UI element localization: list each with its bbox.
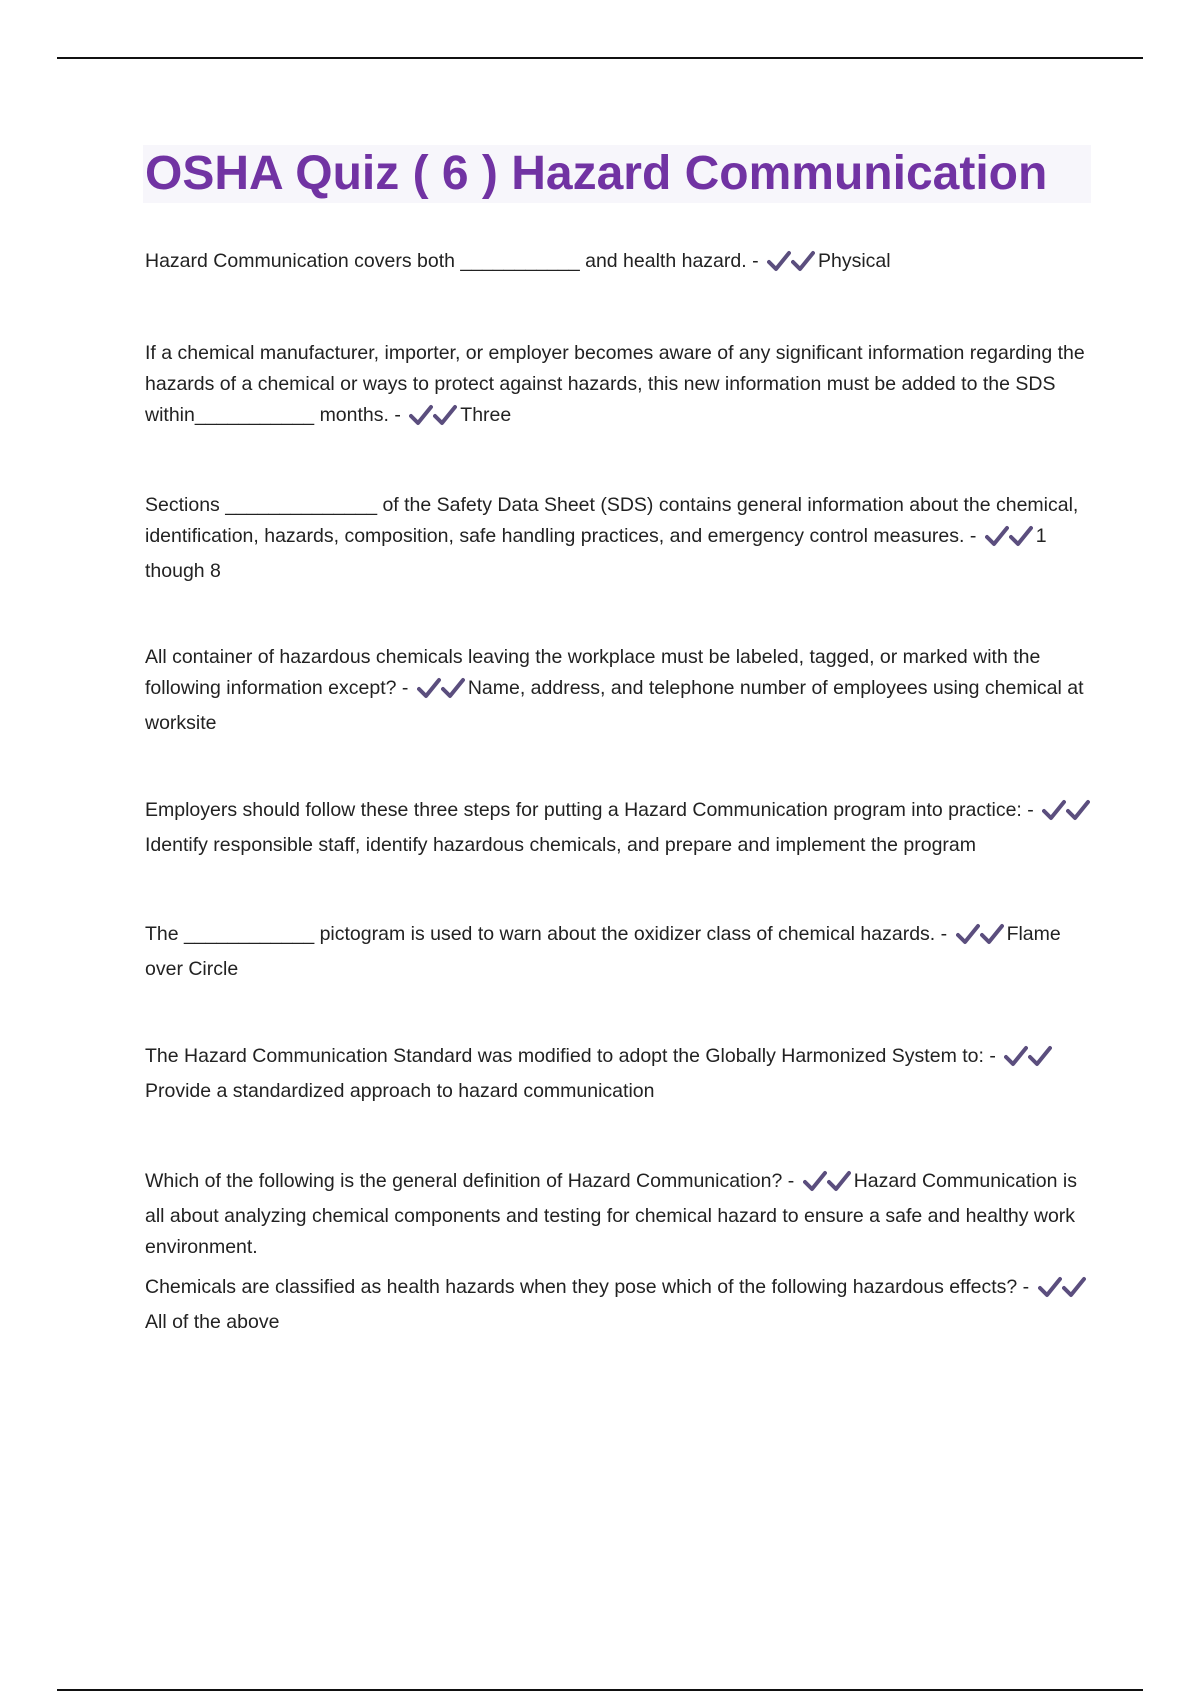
separator: - — [388, 404, 407, 426]
check-icon — [767, 250, 791, 272]
qa-item-9 — [145, 1272, 1095, 1338]
check-icon — [1009, 525, 1033, 547]
answer-text: Name, address, and telephone number of employees using chemical at worksite — [145, 677, 1084, 734]
check-icons — [1038, 1276, 1086, 1307]
qa-item-2 — [145, 338, 1095, 435]
answer-text: Physical — [818, 250, 891, 272]
check-icon — [1042, 799, 1066, 821]
check-icon — [1066, 799, 1090, 821]
question-text: Sections ______________ of the Safety Data Sheet (SDS) contains general information about the chemical, identification, hazards, composition, safe handling practices, and emergency control measures. — [145, 494, 1079, 547]
question-text: Employers should follow these three steps for putting a Hazard Communication program into practice: — [145, 799, 1022, 821]
separator: - — [396, 677, 414, 699]
check-icon — [1004, 1045, 1028, 1067]
answer-text: Hazard Communication is all about analyzing chemical components and testing for chemical hazard to ensure a safe and healthy work environment. — [145, 1170, 1077, 1258]
check-icons — [956, 923, 1004, 954]
check-icons — [417, 677, 465, 708]
separator: - — [935, 923, 953, 945]
question-text: The Hazard Communication Standard was modified to adopt the Globally Harmonized System to: — [145, 1045, 984, 1067]
qa-item-7 — [145, 1041, 1095, 1107]
qa-item-5 — [145, 795, 1095, 861]
qa-item-8 — [145, 1166, 1095, 1263]
title-banner — [143, 145, 1091, 203]
check-icon — [441, 677, 465, 699]
question-text: The ____________ pictogram is used to warn about the oxidizer class of chemical hazards. — [145, 923, 936, 945]
check-icons — [1042, 799, 1090, 830]
question-text: All container of hazardous chemicals leaving the workplace must be labeled, tagged, or marked with the following information except? — [145, 646, 1041, 699]
check-icon — [409, 404, 433, 426]
check-icon — [803, 1170, 827, 1192]
question-text: If a chemical manufacturer, importer, or employer becomes aware of any significant information regarding the hazards of a chemical or ways to protect against hazards, this new information must be added to the SDS within___________ months. — [145, 342, 1085, 426]
separator: - — [746, 250, 764, 272]
separator: - — [1021, 799, 1040, 821]
check-icons — [803, 1170, 851, 1201]
page-title: OSHA Quiz ( 6 ) Hazard Communication — [145, 147, 1048, 200]
check-icons — [1004, 1045, 1052, 1076]
check-icons — [985, 525, 1033, 556]
check-icon — [980, 923, 1004, 945]
answer-text: Identify responsible staff, identify hazardous chemicals, and prepare and implement the program — [145, 834, 977, 856]
qa-item-6 — [145, 919, 1095, 985]
qa-item-3 — [145, 490, 1095, 587]
check-icon — [985, 525, 1009, 547]
answer-text: Provide a standardized approach to hazard communication — [145, 1080, 655, 1102]
check-icon — [1028, 1045, 1052, 1067]
separator: - — [782, 1170, 800, 1192]
qa-item-4 — [145, 642, 1095, 739]
check-icon — [827, 1170, 851, 1192]
check-icons — [409, 404, 457, 435]
check-icon — [1062, 1276, 1086, 1298]
check-icon — [417, 677, 441, 699]
check-icon — [1038, 1276, 1062, 1298]
header-rule — [57, 57, 1143, 59]
check-icon — [433, 404, 457, 426]
answer-text: 1 though 8 — [145, 525, 1047, 582]
check-icons — [767, 250, 815, 281]
question-text: Which of the following is the general definition of Hazard Communication? — [145, 1170, 783, 1192]
question-text: Hazard Communication covers both ___________ and health hazard. — [145, 250, 747, 272]
answer-text: Flame over Circle — [145, 923, 1061, 980]
qa-item-1 — [145, 246, 1095, 281]
question-text: Chemicals are classified as health hazards when they pose which of the following hazardous effects? — [145, 1276, 1018, 1298]
check-icon — [956, 923, 980, 945]
answer-text: Three — [460, 404, 512, 426]
separator: - — [1017, 1276, 1035, 1298]
footer-rule — [57, 1689, 1143, 1691]
answer-text: All of the above — [145, 1311, 280, 1333]
separator: - — [964, 525, 982, 547]
check-icon — [791, 250, 815, 272]
separator: - — [983, 1045, 1002, 1067]
